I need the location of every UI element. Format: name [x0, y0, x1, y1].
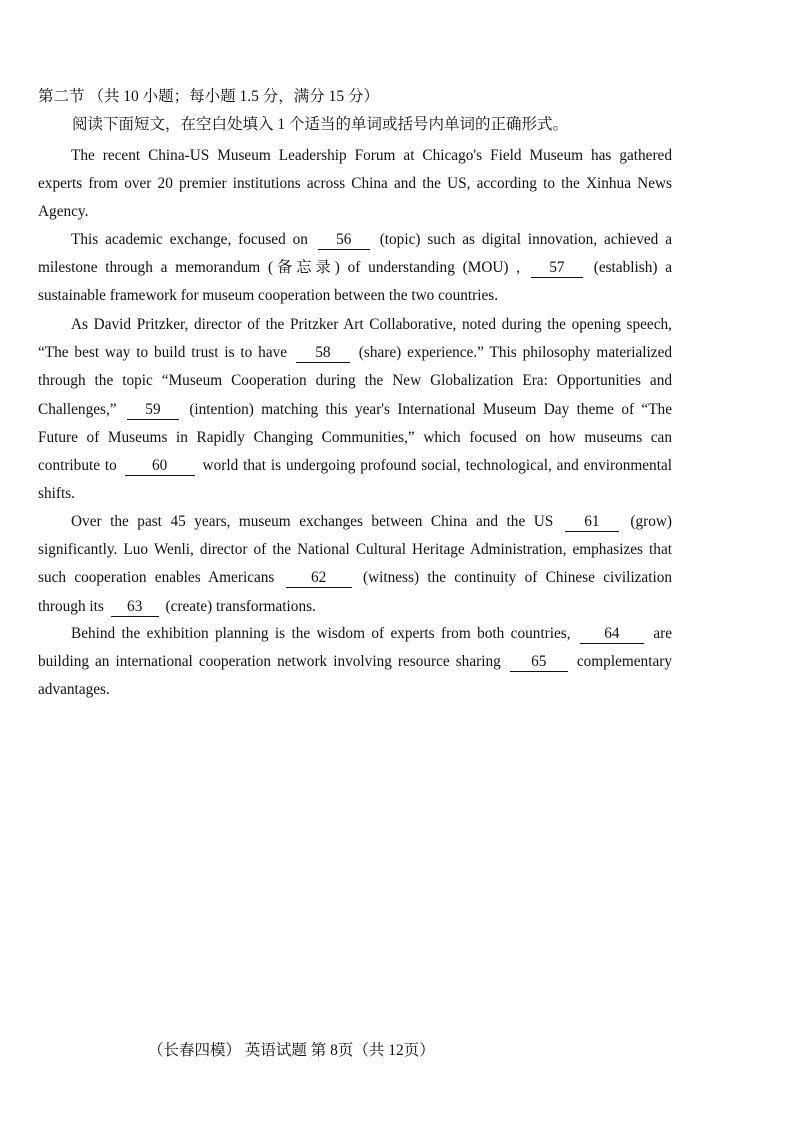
blank-63[interactable]: 63	[111, 598, 159, 617]
paragraph-text: Over the past 45 years, museum exchanges between China and the US	[71, 513, 554, 530]
blank-56[interactable]: 56	[318, 231, 370, 250]
paragraph-text: are building an international cooperation network involving resource sharing	[38, 625, 672, 671]
paragraph-2	[38, 226, 672, 311]
paragraph-text: (create) transformations.	[165, 597, 316, 615]
paragraph-text: Behind the exhibition planning is the wisdom of experts from both countries,	[71, 625, 571, 642]
blank-62[interactable]: 62	[286, 569, 352, 588]
blank-59[interactable]: 59	[127, 401, 179, 420]
blank-64[interactable]: 64	[580, 625, 644, 644]
paragraph-5	[38, 620, 672, 705]
paragraph-text: (topic) such as digital innovation, achieved a milestone through a memorandum (备忘录) of understanding (MOU) ,	[38, 231, 673, 277]
paragraph-text: (witness) the continuity of Chinese civilization through its	[38, 569, 673, 615]
paragraph-text: (grow) significantly. Luo Wenli, director of the National Cultural Heritage Administration, emphasizes that such cooperation enables Americans	[38, 513, 672, 587]
paragraph-text: As David Pritzker, director of the Pritzker Art Collaborative, noted during the opening speech, “The best way to build trust is to have	[38, 316, 672, 362]
page-footer: （长春四模） 英语试题 第 8页（共 12页）	[148, 1042, 435, 1059]
paragraph-text: world that is undergoing profound social, technological, and environmental shifts.	[38, 457, 672, 503]
blank-60[interactable]: 60	[125, 457, 195, 476]
paragraph-text: This academic exchange, focused on	[71, 231, 308, 248]
blank-61[interactable]: 61	[565, 513, 619, 532]
paragraph-1: The recent China-US Museum Leadership Forum at Chicago's Field Museum has gathered experts from over 20 premier institutions across China and the US, according to the Xinhua News Agency.	[38, 147, 672, 221]
blank-58[interactable]: 58	[296, 344, 350, 363]
section-instruction: 阅读下面短文，在空白处填入 1 个适当的单词或括号内单词的正确形式。	[72, 116, 569, 133]
paragraph-text: (establish) a sustainable framework for museum cooperation between the two countries.	[38, 259, 673, 305]
paragraph-text: complementary advantages.	[38, 653, 672, 699]
blank-57[interactable]: 57	[531, 259, 583, 278]
section-heading: 第二节 （共 10 小题；每小题 1.5 分，满分 15 分）	[38, 88, 380, 105]
blank-65[interactable]: 65	[510, 653, 568, 672]
paragraph-4	[38, 508, 672, 621]
paragraph-text: (share) experience.” This philosophy materialized through the topic “Museum Cooperation during the New Globalization Era: Opportunities and Challenges,”	[38, 344, 673, 418]
paragraph-3	[38, 311, 672, 508]
paragraph-text: (intention) matching this year's International Museum Day theme of “The Future of Museums in Rapidly Changing Communities,” which focused on how museums can contribute to	[38, 400, 672, 475]
